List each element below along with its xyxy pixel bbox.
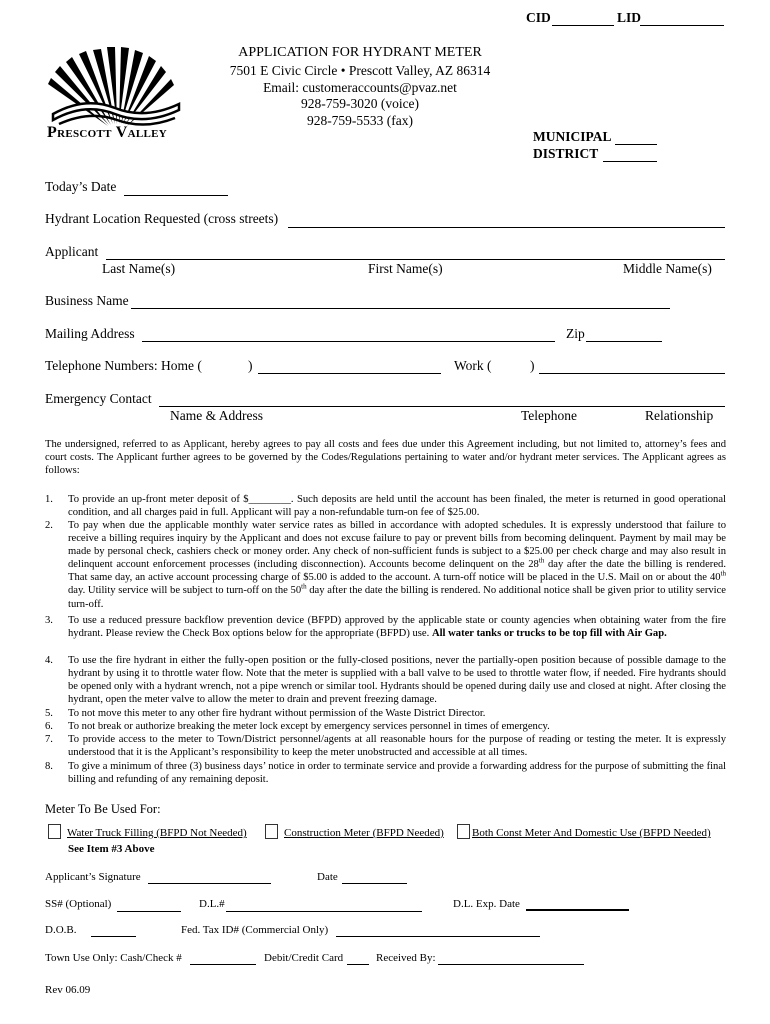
applicant-label: Applicant <box>45 244 99 259</box>
work-phone-label: Work ( <box>454 358 492 373</box>
item-text: To give a minimum of three (3) business days’ notice in order to terminate service and provide a forwarding address for the purpose of submitting the final billing and refunding of any remaining deposit. <box>68 761 726 786</box>
item-text: To provide access to the meter to Town/District personnel/agents at all reasonable hours for the purpose of reading or testing the meter. It is expressly understood that it is the Applicant’s responsibility to keep the meter unobstructed and accessible at all times. <box>68 734 726 759</box>
municipal-label: MUNICIPAL <box>533 129 612 144</box>
mailing-address-label: Mailing Address <box>45 326 135 341</box>
dob-label: D.O.B. <box>45 924 77 936</box>
item-number: 1. <box>45 494 53 505</box>
item-text: To use a reduced pressure backflow prevention device (BFPD) approved by the applicable state or county agencies when obtaining water from the fire hydrant. Please review the Check Box options below for the appropriate (BFPD) use. All water tanks or trucks to be top fill with Air Gap. <box>68 615 726 640</box>
lid-field[interactable] <box>640 25 724 26</box>
street-address: 7501 E Civic Circle <box>229 63 338 78</box>
telephone-home-label: Telephone Numbers: Home ( <box>45 358 202 373</box>
dl-label: D.L.# <box>199 898 225 910</box>
dl-exp-label: D.L. Exp. Date <box>453 898 520 910</box>
town-use-label: Town Use Only: Cash/Check # <box>45 952 182 964</box>
item-number: 7. <box>45 734 53 745</box>
debit-credit-label: Debit/Credit Card <box>264 952 344 964</box>
item-number: 3. <box>45 615 53 626</box>
prescott-valley-logo <box>45 44 187 146</box>
agreement-item-2 <box>45 519 726 611</box>
business-name-field[interactable] <box>131 308 670 309</box>
district-field[interactable] <box>603 161 657 162</box>
home-paren-close: ) <box>248 358 253 373</box>
lid-label: LID <box>617 10 642 25</box>
signature-date-label: Date <box>317 871 338 883</box>
cid-label: CID <box>526 10 551 25</box>
voice-line: 928-759-3020 (voice) <box>300 96 420 111</box>
mailing-address-field[interactable] <box>142 341 555 342</box>
hydrant-location-field[interactable] <box>288 227 725 228</box>
emergency-contact-field[interactable] <box>159 406 725 407</box>
name-address-label: Name & Address <box>170 408 263 423</box>
agreement-item-8 <box>45 760 726 786</box>
zip-field[interactable] <box>586 341 662 342</box>
relationship-label: Relationship <box>645 408 714 423</box>
agreement-item-6 <box>45 720 726 733</box>
applicant-signature-field[interactable] <box>148 883 271 884</box>
fed-tax-field[interactable] <box>336 936 540 937</box>
ss-label: SS# (Optional) <box>45 898 112 910</box>
item-number: 5. <box>45 708 53 719</box>
both-use-checkbox[interactable] <box>457 824 470 839</box>
agreement-item-3 <box>45 614 726 640</box>
item-number: 4. <box>45 655 53 666</box>
air-gap-note: All water tanks or trucks to be top fill with Air Gap. <box>431 628 667 640</box>
dl-field[interactable] <box>226 911 422 912</box>
agreement-item-4 <box>45 654 726 706</box>
district-label: DISTRICT <box>533 146 599 161</box>
item-number: 8. <box>45 761 53 772</box>
todays-date-label: Today’s Date <box>45 179 117 194</box>
fed-tax-label: Fed. Tax ID# (Commercial Only) <box>181 924 329 936</box>
applicant-field[interactable] <box>106 259 725 260</box>
both-use-option[interactable]: Both Const Meter And Domestic Use (BFPD Needed) <box>472 827 711 839</box>
signature-date-field[interactable] <box>342 883 407 884</box>
home-phone-field[interactable] <box>258 373 441 374</box>
cash-check-field[interactable] <box>190 964 256 965</box>
agreement-item-1 <box>45 493 726 519</box>
agreement-item-5 <box>45 707 726 720</box>
see-item-note: See Item #3 Above <box>68 843 155 855</box>
water-truck-option[interactable]: Water Truck Filling (BFPD Not Needed) <box>67 827 247 839</box>
fax-line: 928-759-5533 (fax) <box>306 113 414 128</box>
item-text: To provide an up-front meter deposit of $________. Such deposits are held until the account has been finaled, the meter is returned in good operational condition, and all charges paid in full. Applicant will pay a non-refundable turn-on fee of $25.00. <box>68 494 726 519</box>
logo-text: Prescott Valley <box>47 124 168 141</box>
bullet-icon: • <box>340 63 346 78</box>
item-text: To not move this meter to any other fire hydrant without permission of the Waste District Director. <box>68 708 486 719</box>
email-line: Email: customeraccounts@pvaz.net <box>263 80 457 95</box>
middle-name-label: Middle Name(s) <box>623 261 712 276</box>
dob-field[interactable] <box>91 936 136 937</box>
emergency-contact-label: Emergency Contact <box>45 391 152 406</box>
meter-title: Meter To Be Used For: <box>45 802 161 816</box>
item-text: To pay when due the applicable monthly water service rates as billed in accordance with adopted schedules. It is expressly understood that failure to receive a billing requires inquiry by the Applicant and does not excuse failure to pay or prevent bills from becoming delinquent. Payment by mail may be made by personal check, cashiers check or money order. Any check of non-sufficient funds is subject to a $25.00 per check charge and may also result in delinquent account enforcement processes (including disconnection). Accounts become delinquent on the 28th day after the date the billing is rendered. That same day, an active account processing charge of $5.00 is added to the account. A turn-off notice will be placed in the U.S. Mail on or about the 40th day. Utility service will be subject to turn-off on the 50th day after the date the billing is rendered. No additional notice shall be given prior to utility service turn-off. <box>68 520 726 610</box>
dl-exp-field[interactable] <box>526 909 629 911</box>
received-by-label: Received By: <box>376 952 436 964</box>
city-state-zip: Prescott Valley, AZ 86314 <box>348 63 491 78</box>
zip-label: Zip <box>566 326 585 341</box>
construction-meter-option[interactable]: Construction Meter (BFPD Needed) <box>284 827 444 839</box>
telephone-label: Telephone <box>521 408 578 423</box>
business-name-label: Business Name <box>45 293 129 308</box>
ss-field[interactable] <box>117 911 181 912</box>
agreement-item-7 <box>45 733 726 759</box>
cid-field[interactable] <box>552 25 614 26</box>
municipal-field[interactable] <box>615 144 657 145</box>
revision-label: Rev 06.09 <box>45 984 91 996</box>
item-text: To not break or authorize breaking the meter lock except by emergency services personnel in times of emergency. <box>68 721 550 732</box>
hydrant-location-label: Hydrant Location Requested (cross streets) <box>45 211 279 226</box>
work-phone-field[interactable] <box>539 373 725 374</box>
applicant-signature-label: Applicant’s Signature <box>45 871 141 883</box>
item-number: 6. <box>45 721 53 732</box>
last-name-label: Last Name(s) <box>102 261 176 276</box>
address-line <box>210 63 510 79</box>
first-name-label: First Name(s) <box>368 261 443 276</box>
item-number: 2. <box>45 520 53 531</box>
todays-date-field[interactable] <box>124 195 228 196</box>
sunburst-icon <box>45 44 187 128</box>
received-by-field[interactable] <box>438 964 584 965</box>
agreement-intro: The undersigned, referred to as Applicant, hereby agrees to pay all costs and fees due under this Agreement including, but not limited to, attorney’s fees and court costs. The Applicant further agrees to be governed by the Codes/Regulations pertaining to water and/or hydrant meter services. The Applicant agrees as follows: <box>45 439 726 477</box>
water-truck-checkbox[interactable] <box>48 824 61 839</box>
work-paren-close: ) <box>530 358 535 373</box>
debit-credit-field[interactable] <box>347 964 369 965</box>
form-title: APPLICATION FOR HYDRANT METER <box>238 45 482 60</box>
construction-meter-checkbox[interactable] <box>265 824 278 839</box>
item-text: To use the fire hydrant in either the fully-open position or the fully-closed positions, never the partially-open position because of possible damage to the hydrant by using it to throttle water flow. Note that the meter is supplied with a ball valve to be used to throttle water flow, if needed. Fire hydrants should be opened only with a hydrant wrench, not a pipe wrench or similar tool. Hydrants should be opened during daily use and closed at night. After closing the hydrant, open the meter valve to allow the meter to drain and prevent freezing damage. <box>68 655 726 706</box>
